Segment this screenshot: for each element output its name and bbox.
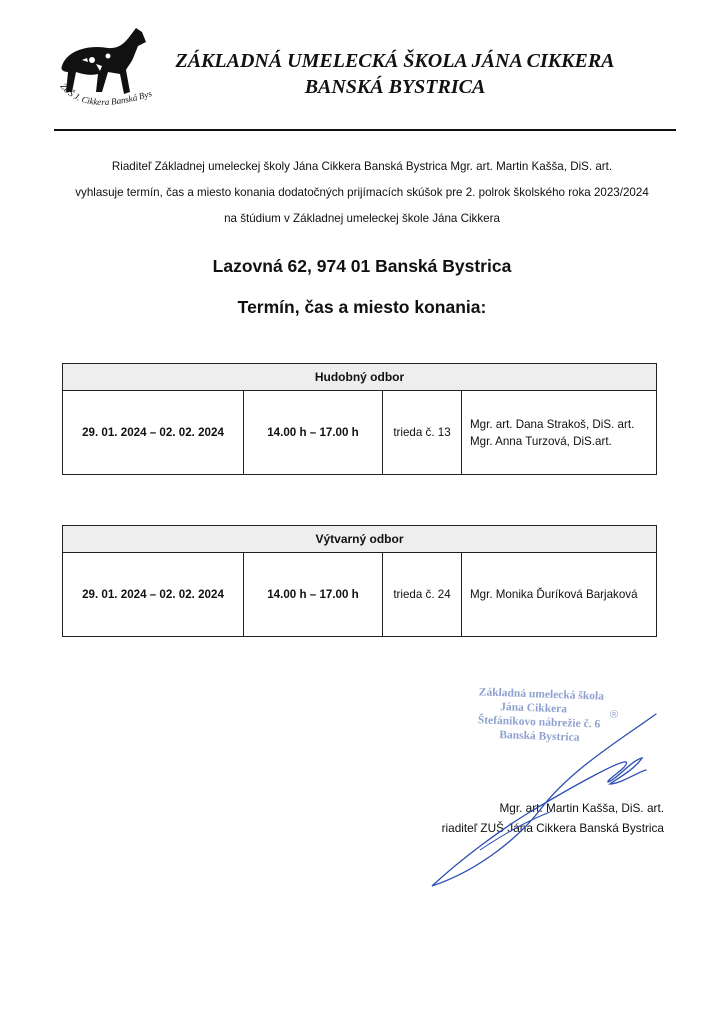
music-department-table bbox=[62, 363, 657, 475]
exam-time: 14.00 h – 17.00 h bbox=[244, 553, 383, 637]
department-title: Hudobný odbor bbox=[63, 364, 657, 391]
art-department-table bbox=[62, 525, 657, 637]
intro-line-2: vyhlasuje termín, čas a miesto konania dodatočných prijímacích skúšok pre 2. polrok školského roka 2023/2024 bbox=[75, 186, 649, 199]
table-row bbox=[63, 553, 657, 637]
exam-date: 29. 01. 2024 – 02. 02. 2024 bbox=[63, 391, 244, 475]
exam-date: 29. 01. 2024 – 02. 02. 2024 bbox=[63, 553, 244, 637]
stamp-line-2: Jána Cikkera bbox=[500, 701, 568, 716]
teacher-name: Mgr. Monika Ďuríková Barjaková bbox=[470, 588, 638, 601]
teachers-cell bbox=[462, 391, 657, 475]
logo-caption: ZUŠ J. Cikkera Banská Bys bbox=[58, 81, 153, 107]
table-row bbox=[63, 391, 657, 475]
school-title bbox=[150, 48, 640, 100]
registered-mark: ® bbox=[610, 709, 619, 721]
teacher-name: Mgr. art. Dana Strakoš, DiS. art. bbox=[470, 417, 635, 431]
exam-room: trieda č. 13 bbox=[383, 391, 462, 475]
handwritten-signature bbox=[420, 700, 680, 900]
school-title-line1: ZÁKLADNÁ UMELECKÁ ŠKOLA JÁNA CIKKERA bbox=[175, 50, 615, 72]
header-divider bbox=[54, 129, 676, 131]
school-logo bbox=[52, 22, 162, 120]
teachers-cell bbox=[462, 553, 657, 637]
intro-line-3: na štúdium v Základnej umeleckej škole Jána Cikkera bbox=[224, 212, 500, 225]
intro-line-1: Riaditeľ Základnej umeleckej školy Jána Cikkera Banská Bystrica Mgr. art. Martin Kašša, DiS. art. bbox=[111, 160, 613, 173]
signatory-name: Mgr. art. Martin Kašša, DiS. art. bbox=[499, 801, 664, 815]
signatory-role: riaditeľ ZUŠ Jána Cikkera Banská Bystrica bbox=[441, 821, 664, 835]
department-title: Výtvarný odbor bbox=[63, 526, 657, 553]
address-heading: Lazovná 62, 974 01 Banská Bystrica bbox=[212, 256, 512, 276]
stamp-line-4: Banská Bystrica bbox=[499, 729, 580, 744]
exam-room: trieda č. 24 bbox=[383, 553, 462, 637]
stamp-line-1: Základná umelecká škola bbox=[478, 686, 605, 703]
teacher-name: Mgr. Anna Turzová, DiS.art. bbox=[470, 434, 612, 448]
stamp-line-3: Štefánikovo nábrežie č. 6 bbox=[477, 714, 601, 731]
schedule-heading: Termín, čas a miesto konania: bbox=[237, 297, 487, 317]
school-title-line2: BANSKÁ BYSTRICA bbox=[304, 76, 486, 98]
intro-paragraph bbox=[40, 154, 684, 232]
horse-logo-icon bbox=[52, 22, 162, 120]
exam-time: 14.00 h – 17.00 h bbox=[244, 391, 383, 475]
